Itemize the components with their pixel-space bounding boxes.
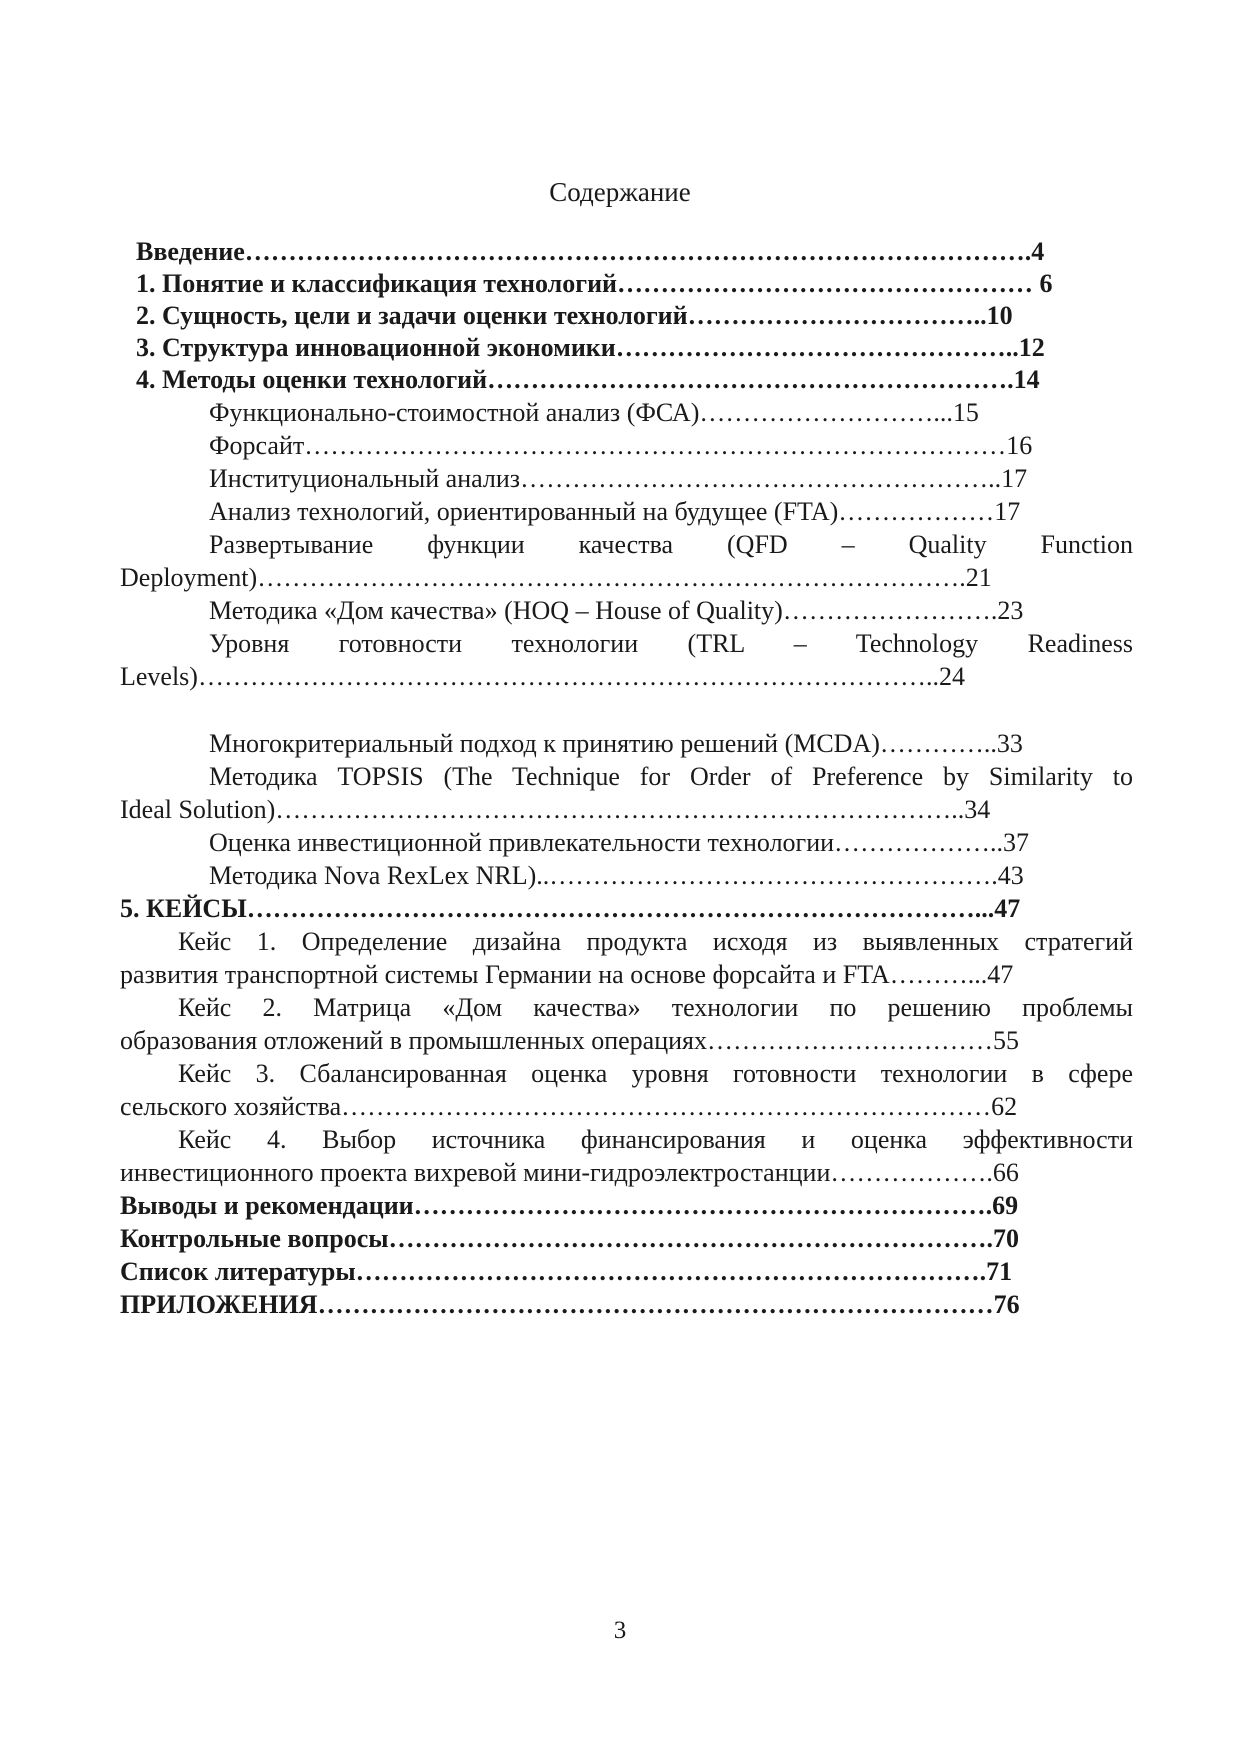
toc-entry-text: Развертывание функции качества (QFD – Quality Function: [209, 530, 1133, 559]
toc-entry-page: 62: [991, 1092, 1018, 1121]
toc-entry-text: 1. Понятие и классификация технологий: [136, 269, 618, 298]
toc-entry-text: Кейс 4. Выбор источника финансирования и оценка эффективности: [178, 1125, 1133, 1154]
toc-entry-leader: ………………………………………………..: [520, 464, 1002, 493]
toc-entry-text: Levels): [120, 662, 198, 691]
toc-entry-page: 15: [952, 398, 979, 427]
toc-entry-leader: ………………………………………………………………………: [304, 431, 1007, 460]
toc-entry-text: Методика TOPSIS (The Technique for Order of Preference by Similarity to: [209, 762, 1133, 791]
toc-entry-page: 16: [1006, 431, 1033, 460]
toc-entry-text: Контрольные вопросы: [120, 1224, 389, 1253]
toc-entry-leader: …………………….: [782, 596, 998, 625]
toc-entry-leader: ……………….: [830, 1158, 993, 1187]
toc-entry-page: 66: [992, 1158, 1019, 1187]
toc-entry-leader: ……………………………………………………………………..: [275, 795, 965, 824]
toc-entry-chapter-4[interactable]: [136, 363, 1124, 396]
toc-entry-page: 69: [992, 1191, 1019, 1220]
toc-entry-text: Форсайт: [209, 431, 305, 460]
toc-entry-investment[interactable]: [209, 826, 1133, 859]
toc-entry-qfd-line1[interactable]: [209, 528, 1133, 561]
toc-entry-text: Методика Nova RexLex NRL)..: [209, 861, 550, 890]
toc-entry-qfd-line2[interactable]: [120, 561, 1124, 594]
toc-entry-page: .47: [980, 960, 1014, 989]
toc-entry-text: развития транспортной системы Германии на основе форсайта и FTA: [120, 960, 890, 989]
toc-entry-page: 24: [938, 662, 965, 691]
toc-entry-text: 3. Структура инновационной экономики: [136, 333, 616, 362]
toc-entry-text: Ideal Solution): [120, 795, 276, 824]
toc-entry-leader: ……………………………………………………………………………….: [244, 237, 1032, 266]
toc-entry-text: Многокритериальный подход к принятию решений (MCDA): [209, 729, 880, 758]
toc-entry-text: 4. Методы оценки технологий: [136, 365, 488, 394]
toc-entry-foresight[interactable]: [209, 429, 1133, 462]
toc-entry-text: Оценка инвестиционной привлекательности технологии: [209, 828, 835, 857]
toc-entry-page: .10: [980, 301, 1013, 330]
toc-entry-case-3-line2[interactable]: [120, 1090, 1124, 1123]
toc-entry-page: 6: [1039, 269, 1053, 298]
toc-entry-leader: ………………..: [834, 828, 1004, 857]
toc-entry-page: 4: [1031, 237, 1045, 266]
toc-entry-introduction[interactable]: [136, 235, 1124, 268]
toc-entry-trl-line2[interactable]: [120, 660, 1124, 693]
toc-entry-leader: ……………………………………….: [615, 333, 1013, 362]
toc-entry-institutional[interactable]: [209, 462, 1133, 495]
toc-entry-chapter-3[interactable]: [136, 331, 1124, 364]
toc-entry-text: Функционально-стоимостной анализ (ФСА): [209, 398, 700, 427]
toc-entry-nrl[interactable]: [209, 859, 1133, 892]
toc-entry-mcda[interactable]: [209, 727, 1133, 760]
toc-entry-topsis-line1[interactable]: [209, 760, 1133, 793]
toc-entry-case-1-line1[interactable]: [178, 925, 1133, 958]
toc-entry-cases[interactable]: [120, 892, 1124, 925]
toc-entry-text: Deployment): [120, 563, 258, 592]
toc-entry-leader: …………………………………………………………………: [341, 1092, 992, 1121]
toc-entry-topsis-line2[interactable]: [120, 793, 1124, 826]
toc-entry-page: .12: [1012, 333, 1045, 362]
toc-entry-hoq[interactable]: [209, 594, 1133, 627]
toc-entry-text: Кейс 3. Сбалансированная оценка уровня готовности технологии в сфере: [178, 1059, 1133, 1088]
toc-entry-leader: ……………………………………………………: [487, 365, 1008, 394]
toc-entry-leader: ………………………………………………………….: [413, 1191, 993, 1220]
toc-entry-text: Уровня готовности технологии (TRL – Technology Readiness: [209, 629, 1133, 658]
toc-entry-leader: …………………………………………….: [549, 861, 998, 890]
toc-entry-page: 43: [997, 861, 1024, 890]
toc-entry-references[interactable]: [120, 1255, 1124, 1288]
toc-entry-text: образования отложений в промышленных операциях: [120, 1026, 707, 1055]
toc-entry-case-3-line1[interactable]: [178, 1057, 1133, 1090]
toc-entry-page: 17: [1001, 464, 1028, 493]
toc-entry-leader: ………………………...: [699, 398, 953, 427]
toc-entry-text: сельского хозяйства: [120, 1092, 342, 1121]
toc-entry-leader: ………………: [838, 497, 995, 526]
toc-entry-text: Список литературы: [120, 1257, 356, 1286]
toc-entry-page: 17: [994, 497, 1021, 526]
page-title: Содержание: [549, 177, 691, 207]
toc-entry-page: 70: [993, 1224, 1020, 1253]
toc-entry-leader: ……………………………: [706, 1026, 993, 1055]
toc-entry-leader: ……………………………………………………………………: [317, 1290, 994, 1319]
toc-entry-fta[interactable]: [209, 495, 1133, 528]
toc-entry-case-4-line2[interactable]: [120, 1156, 1124, 1189]
toc-entry-case-2-line2[interactable]: [120, 1024, 1124, 1057]
toc-entry-text: Введение: [136, 237, 245, 266]
toc-entry-page: 37: [1003, 828, 1030, 857]
toc-entry-leader: …………..: [879, 729, 997, 758]
toc-entry-fsa[interactable]: [209, 396, 1133, 429]
toc-entry-trl-line1[interactable]: [209, 627, 1133, 660]
toc-entry-text: инвестиционного проекта вихревой мини-гидроэлектростанции: [120, 1158, 831, 1187]
toc-entry-text: Кейс 1. Определение дизайна продукта исходя из выявленных стратегий: [178, 927, 1133, 956]
toc-entry-leader: …………………………………………………………………………..: [197, 662, 939, 691]
toc-entry-page: .14: [1007, 365, 1040, 394]
toc-entry-case-4-line1[interactable]: [178, 1123, 1133, 1156]
toc-entry-text: Методика «Дом качества» (HOQ – House of Quality): [209, 596, 783, 625]
toc-entry-leader: ……………………………………………………………….: [355, 1257, 987, 1286]
toc-entry-text: Выводы и рекомендации: [120, 1191, 414, 1220]
toc-entry-page: 33: [996, 729, 1023, 758]
toc-entry-appendices[interactable]: [120, 1288, 1124, 1321]
page-number: 3: [613, 1617, 627, 1644]
toc-entry-text: 2. Сущность, цели и задачи оценки технологий: [136, 301, 688, 330]
toc-entry-leader: …………………………….: [687, 301, 981, 330]
toc-entry-page: 55: [992, 1026, 1019, 1055]
toc-entry-page: 21: [965, 563, 992, 592]
toc-entry-leader: ……………………………………………………………………….: [257, 563, 966, 592]
toc-entry-page: 23: [997, 596, 1024, 625]
toc-entry-text: Анализ технологий, ориентированный на будущее (FTA): [209, 497, 839, 526]
toc-entry-case-1-line2[interactable]: [120, 958, 1124, 991]
toc-entry-page: 76: [993, 1290, 1020, 1319]
toc-entry-leader: ………..: [889, 960, 981, 989]
toc-entry-chapter-1[interactable]: [136, 267, 1124, 300]
toc-entry-text: ПРИЛОЖЕНИЯ: [120, 1290, 318, 1319]
toc-entry-leader: …………………………………………………………………………...: [246, 894, 995, 923]
toc-entry-questions[interactable]: [120, 1222, 1124, 1255]
toc-entry-page: 71: [986, 1257, 1013, 1286]
toc-entry-case-2-line1[interactable]: [178, 991, 1133, 1024]
toc-entry-page: 34: [964, 795, 991, 824]
toc-entry-text: 5. КЕЙСЫ: [120, 894, 247, 923]
toc-entry-page: 47: [994, 894, 1021, 923]
toc-entry-chapter-2[interactable]: [136, 299, 1124, 332]
toc-entry-leader: …………………………………………: [617, 269, 1040, 298]
toc-entry-text: Кейс 2. Матрица «Дом качества» технологии по решению проблемы: [178, 993, 1133, 1022]
toc-entry-conclusions[interactable]: [120, 1189, 1124, 1222]
toc-entry-text: Институциональный анализ: [209, 464, 521, 493]
toc-entry-leader: …………………………………………………………….: [388, 1224, 994, 1253]
